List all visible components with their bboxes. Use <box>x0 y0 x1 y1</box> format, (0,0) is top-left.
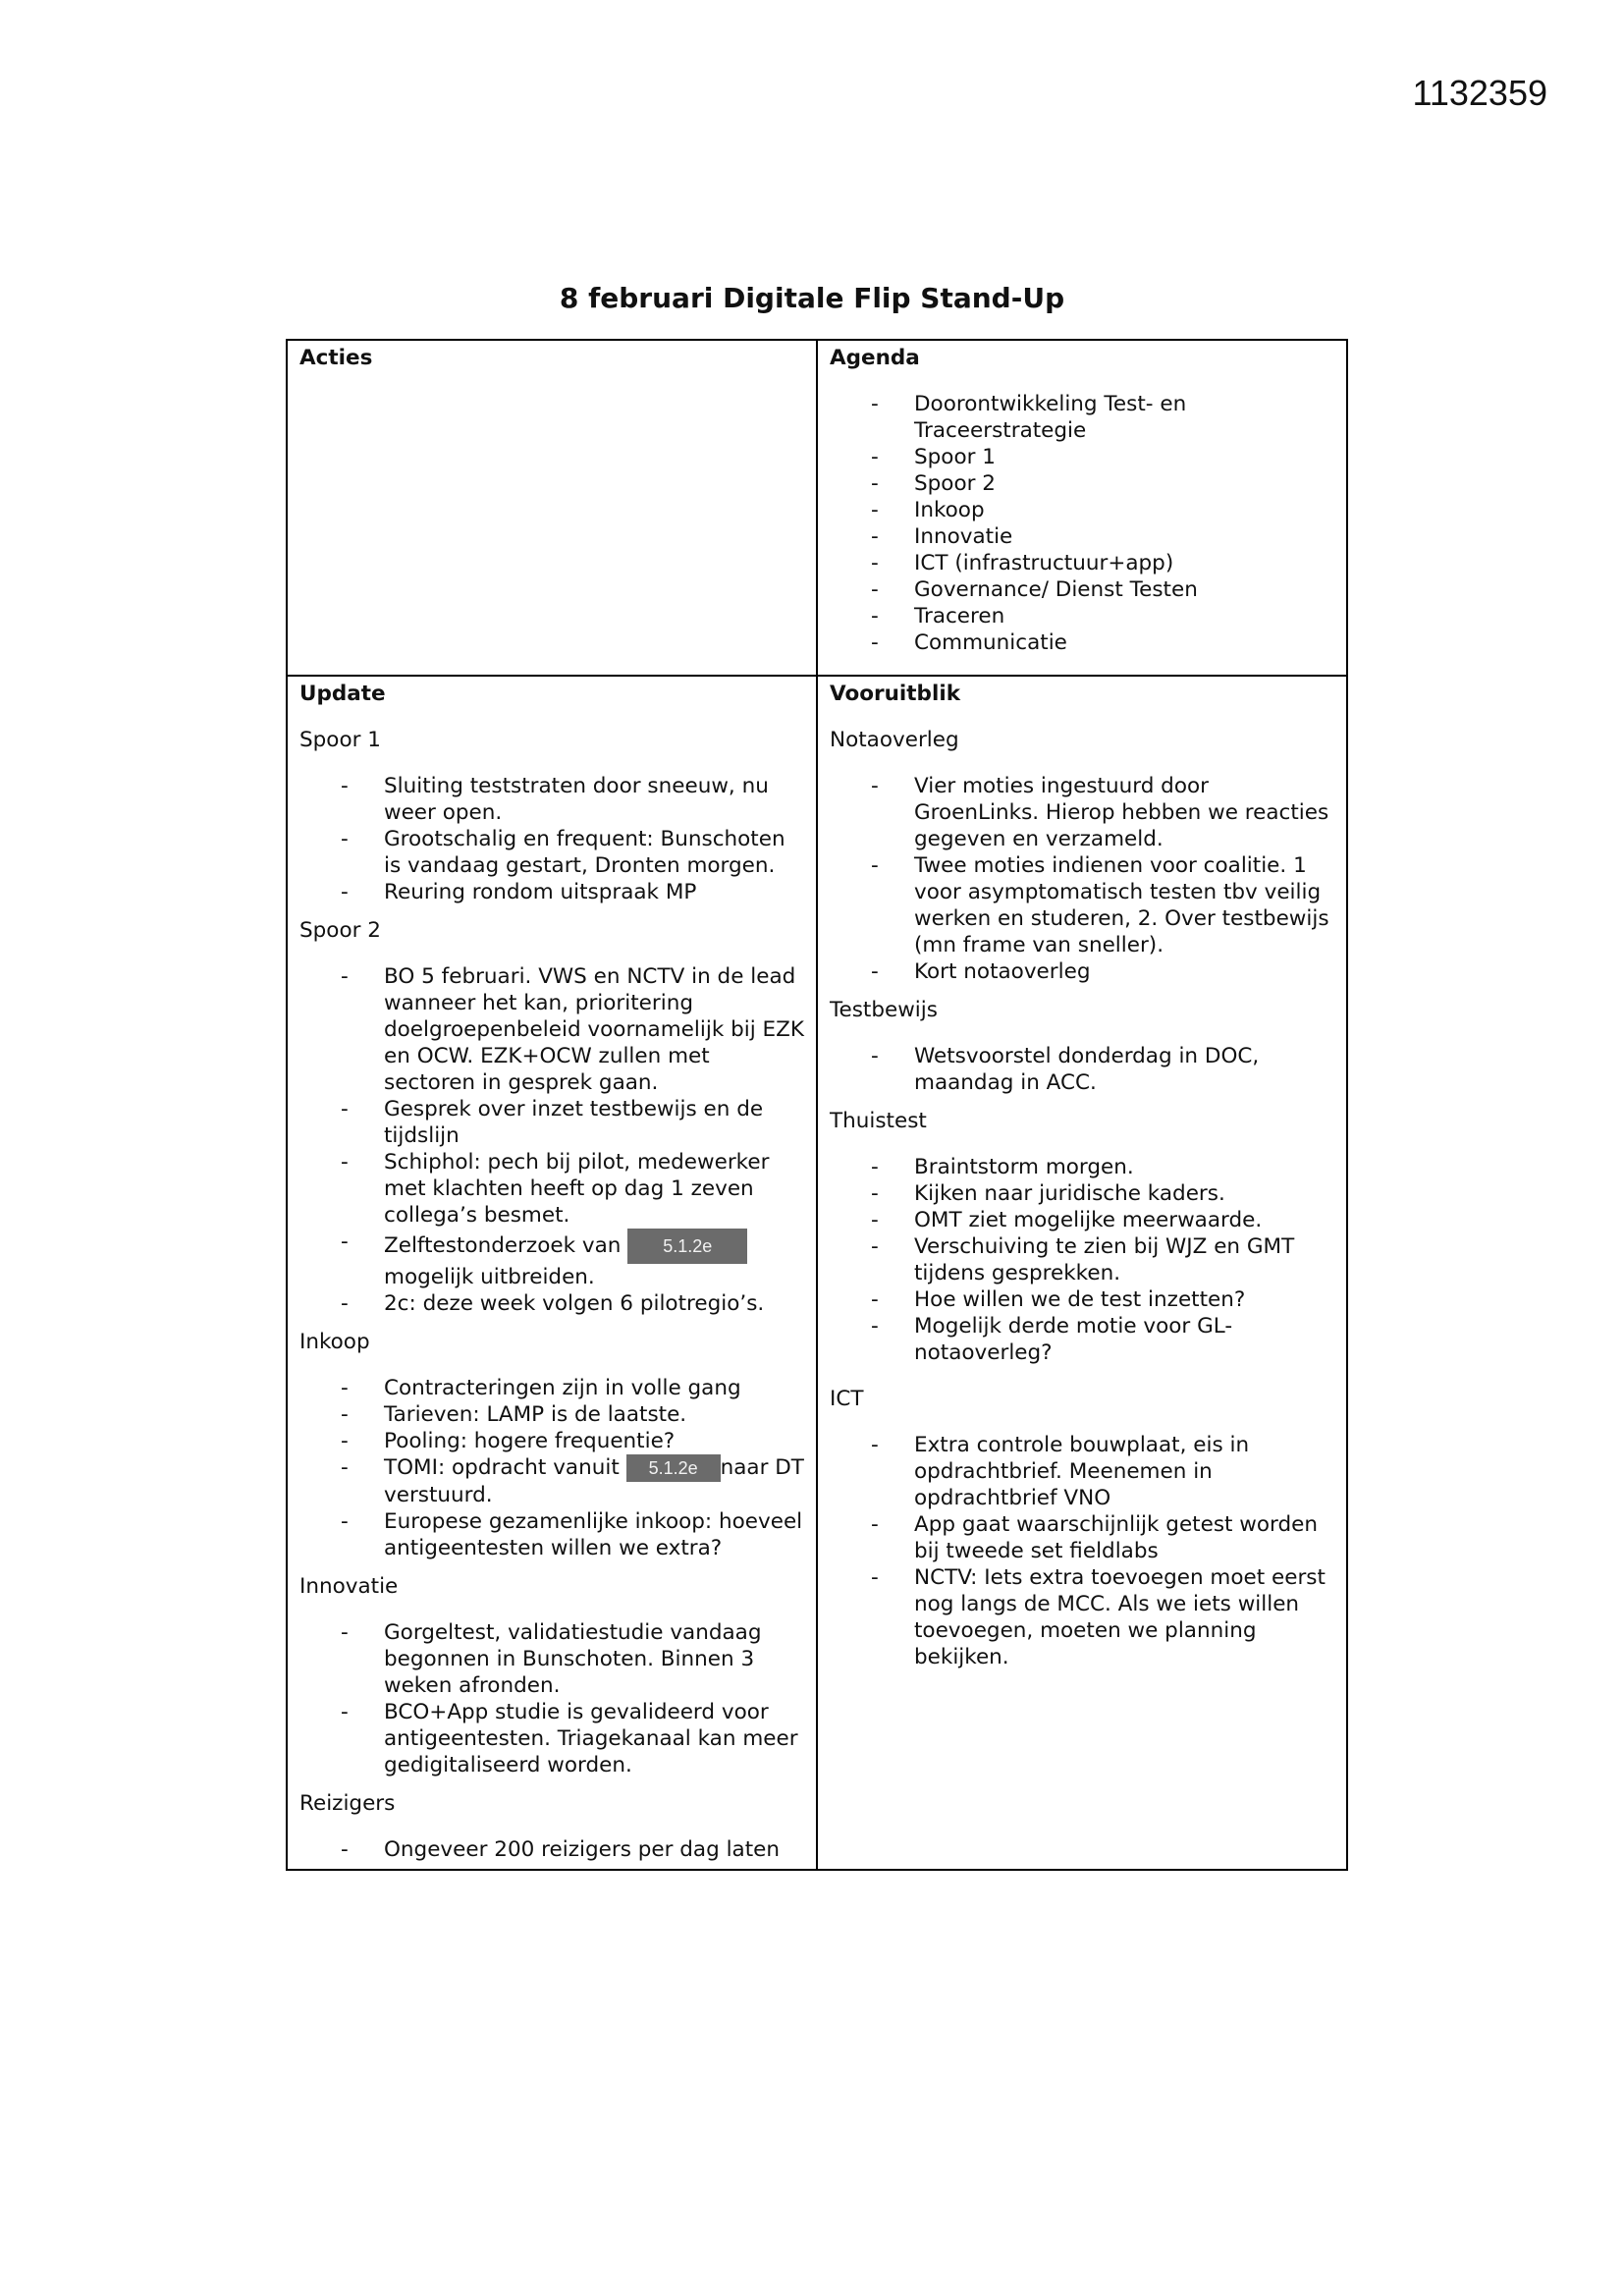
list-item: - Sluiting teststraten door sneeuw, nu weer open. <box>299 773 804 826</box>
list-item: - BCO+App studie is gevalideerd voor antigeentesten. Triagekanaal kan meer gedigitaliseerd worden. <box>299 1699 804 1778</box>
list-item: - Braintstorm morgen. <box>830 1154 1334 1180</box>
redaction-box: 5.1.2e <box>626 1454 721 1482</box>
list-item: - Verschuiving te zien bij WJZ en GMT tijdens gesprekken. <box>830 1233 1334 1286</box>
list-item: - Extra controle bouwplaat, eis in opdrachtbrief. Meenemen in opdrachtbrief VNO <box>830 1432 1334 1511</box>
list-item: - Pooling: hogere frequentie? <box>299 1428 804 1454</box>
spoor1-list <box>299 773 804 905</box>
list-item: - Innovatie <box>830 523 1334 550</box>
table-row <box>287 676 1347 1870</box>
ict-list <box>830 1432 1334 1670</box>
acties-cell <box>287 340 817 676</box>
standup-table <box>286 339 1348 1871</box>
list-item: - Contracteringen zijn in volle gang <box>299 1375 804 1401</box>
notaoverleg-list <box>830 773 1334 985</box>
section-title-reizigers: Reizigers <box>299 1791 396 1816</box>
section-title-innovatie: Innovatie <box>299 1574 399 1599</box>
list-item: - Spoor 2 <box>830 470 1334 497</box>
list-item: - Gorgeltest, validatiestudie vandaag begonnen in Bunschoten. Binnen 3 weken afronden. <box>299 1619 804 1699</box>
inkoop-list <box>299 1375 804 1561</box>
agenda-list <box>830 391 1334 656</box>
thuistest-list <box>830 1154 1334 1366</box>
vooruitblik-heading: Vooruitblik <box>830 682 960 706</box>
acties-heading: Acties <box>299 346 373 370</box>
list-item: - Schiphol: pech bij pilot, medewerker met klachten heeft op dag 1 zeven collega’s besmet. <box>299 1149 804 1229</box>
section-title-ict: ICT <box>830 1387 864 1411</box>
agenda-cell <box>817 340 1347 676</box>
list-item: - Communicatie <box>830 629 1334 656</box>
page-title: 8 februari Digitale Flip Stand-Up <box>559 282 1065 314</box>
section-title-testbewijs: Testbewijs <box>830 998 938 1022</box>
list-item: - Wetsvoorstel donderdag in DOC, maandag in ACC. <box>830 1043 1334 1096</box>
reizigers-list <box>299 1836 804 1863</box>
list-item: - Governance/ Dienst Testen <box>830 576 1334 603</box>
list-item <box>299 1229 804 1290</box>
list-item: - Spoor 1 <box>830 444 1334 470</box>
zelftest-text: Zelftestonderzoek van <box>384 1233 628 1258</box>
vooruitblik-cell <box>817 676 1347 1870</box>
section-title-thuistest: Thuistest <box>830 1109 927 1133</box>
innovatie-list <box>299 1619 804 1778</box>
list-item: - Reuring rondom uitspraak MP <box>299 879 804 905</box>
list-item: - 2c: deze week volgen 6 pilotregio’s. <box>299 1290 804 1317</box>
list-item: - ICT (infrastructuur+app) <box>830 550 1334 576</box>
list-item: - Doorontwikkeling Test- en Traceerstrategie <box>830 391 1334 444</box>
spoor2-list <box>299 963 804 1317</box>
section-title-spoor1: Spoor 1 <box>299 728 381 752</box>
list-item: - Gesprek over inzet testbewijs en de tijdslijn <box>299 1096 804 1149</box>
list-item: - Mogelijk derde motie voor GL-notaoverleg? <box>830 1313 1334 1366</box>
list-item: - Inkoop <box>830 497 1334 523</box>
list-item: - Europese gezamenlijke inkoop: hoeveel antigeentesten willen we extra? <box>299 1508 804 1561</box>
list-item: - BO 5 februari. VWS en NCTV in de lead wanneer het kan, prioritering doelgroepenbeleid voornamelijk bij EZK en OCW. EZK+OCW zullen met sectoren in gesprek gaan. <box>299 963 804 1096</box>
redaction-box: 5.1.2e <box>627 1229 747 1264</box>
list-item: - Traceren <box>830 603 1334 629</box>
list-item <box>299 1454 804 1508</box>
section-title-notaoverleg: Notaoverleg <box>830 728 959 752</box>
zelftest-text-end: mogelijk uitbreiden. <box>384 1265 595 1289</box>
list-item: - OMT ziet mogelijke meerwaarde. <box>830 1207 1334 1233</box>
list-item: - Ongeveer 200 reizigers per dag laten <box>299 1836 804 1863</box>
section-title-inkoop: Inkoop <box>299 1330 370 1354</box>
update-heading: Update <box>299 682 386 706</box>
testbewijs-list <box>830 1043 1334 1096</box>
list-item: - Kort notaoverleg <box>830 958 1334 985</box>
section-title-spoor2: Spoor 2 <box>299 918 381 943</box>
list-item: - Tarieven: LAMP is de laatste. <box>299 1401 804 1428</box>
tomi-text-end: naar DT verstuurd. <box>384 1455 804 1507</box>
list-item: - Vier moties ingestuurd door GroenLinks. Hierop hebben we reacties gegeven en verzameld. <box>830 773 1334 852</box>
document-id: 1132359 <box>1412 73 1547 113</box>
tomi-text: TOMI: opdracht vanuit <box>384 1455 626 1480</box>
list-item: - NCTV: Iets extra toevoegen moet eerst nog langs de MCC. Als we iets willen toevoegen, moeten we planning bekijken. <box>830 1564 1334 1670</box>
update-cell <box>287 676 817 1870</box>
list-item: - Hoe willen we de test inzetten? <box>830 1286 1334 1313</box>
agenda-heading: Agenda <box>830 346 920 370</box>
list-item: - Grootschalig en frequent: Bunschoten is vandaag gestart, Dronten morgen. <box>299 826 804 879</box>
list-item: - App gaat waarschijnlijk getest worden bij tweede set fieldlabs <box>830 1511 1334 1564</box>
table-row <box>287 340 1347 676</box>
list-item: - Twee moties indienen voor coalitie. 1 voor asymptomatisch testen tbv veilig werken en studeren, 2. Over testbewijs (mn frame van sneller). <box>830 852 1334 958</box>
list-item: - Kijken naar juridische kaders. <box>830 1180 1334 1207</box>
